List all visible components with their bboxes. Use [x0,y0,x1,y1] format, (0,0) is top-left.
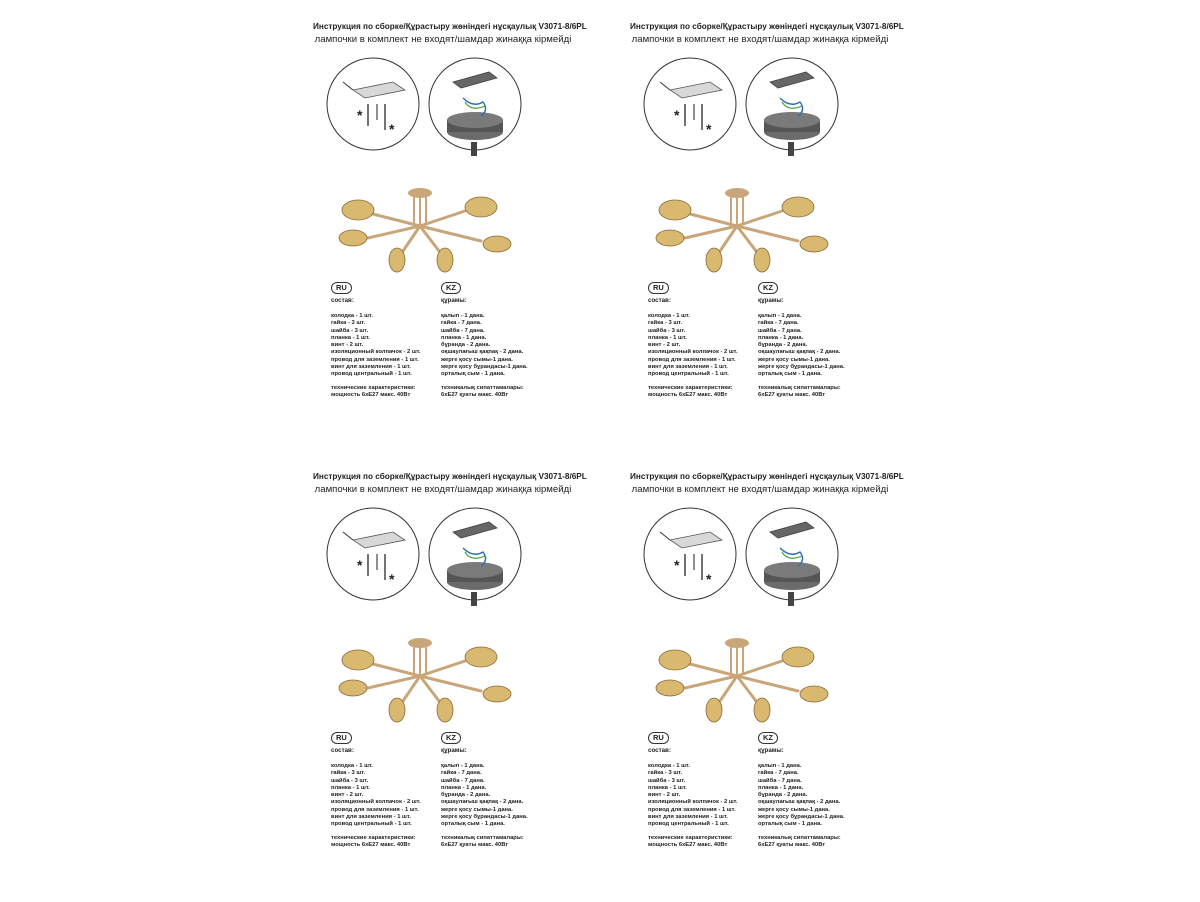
list-item: шайба - 3 шт. [648,327,686,334]
kz-tech-value: 6хE27 қуаты макс. 40Вт [441,841,509,848]
ru-section [648,282,738,399]
canopy-bracket [770,72,814,88]
list-item: планка - 1 шт. [648,784,687,791]
ru-tech-value: мощность 6хE27 макс. 40Вт [648,841,728,848]
list-item: жерге қосу бұрандасы-1 дана. [758,364,845,371]
panel-subtitle: лампочки в комплект не входят/шамдар жинаққа кірмейді [314,484,572,495]
list-item: орталық сым - 1 дана. [758,821,822,828]
panel-subtitle: лампочки в комплект не входят/шамдар жинаққа кірмейді [314,34,572,45]
chandelier [656,638,828,722]
list-item: жерге қосу сымы-1 дана. [758,356,830,363]
list-item: планка - 1 дана. [441,784,487,791]
canopy-stem [471,592,477,606]
list-item: провод центральный - 1 шт. [331,821,412,828]
kz-items [441,763,528,829]
list-item: шайба - 7 дана. [441,777,485,784]
kz-tech-value: 6хE27 қуаты макс. 40Вт [441,391,509,398]
ru-section [648,732,738,849]
ru-badge: RU [331,732,352,744]
list-item: колодка - 1 шт. [331,313,373,319]
panel-title: Инструкция по сборке/Құрастыру жөніндегі нұсқаулық V3071-8/6PL [630,22,904,31]
canopy-plate [764,112,820,128]
ru-section [331,282,421,399]
ru-tech-heading: технические характеристики: [331,384,416,391]
canopy-bracket [453,72,497,88]
list-item: изоляционный колпачок - 2 шт. [648,349,738,356]
list-item: шайба - 3 шт. [331,327,369,334]
list-item: оқшаулағыш қақпақ - 2 дана. [441,799,524,806]
list-item: бұранда - 2 дана. [758,342,808,349]
kz-tech-value: 6хE27 қуаты макс. 40Вт [758,841,826,848]
instruction-panel-top-left [313,22,587,452]
list-item: винт для заземления - 1 шт. [331,364,411,371]
list-item: гайка - 3 шт. [331,320,366,327]
list-item: бұранда - 2 дана. [441,792,491,799]
list-item: планка - 1 дана. [758,334,804,341]
list-item: жерге қосу сымы-1 дана. [441,356,513,363]
list-item: оқшаулағыш қақпақ - 2 дана. [758,349,841,356]
list-item: гайка - 7 дана. [758,320,799,327]
list-item: провод центральный - 1 шт. [648,371,729,378]
ru-tech-value: мощность 6хE27 макс. 40Вт [331,841,411,848]
list-item: гайка - 3 шт. [648,770,683,777]
instruction-panel-bottom-left [313,472,587,902]
canopy-plate [447,562,503,578]
star-mark: * [357,107,363,123]
kz-items [441,313,528,379]
mounting-bar [353,82,405,98]
list-item: шайба - 3 шт. [648,777,686,784]
list-item: жерге қосу бұрандасы-1 дана. [758,814,845,821]
list-item: жерге қосу бұрандасы-1 дана. [441,814,528,821]
assembly-diagram [313,496,573,731]
ru-items [331,763,421,829]
mounting-bar [670,532,722,548]
kz-tech-heading: техникалық сипаттамалары: [758,834,841,841]
list-item: жерге қосу бұрандасы-1 дана. [441,364,528,371]
list-item: винт - 2 шт. [331,342,364,349]
list-item: провод для заземления - 1 шт. [331,356,419,363]
mounting-bar [353,532,405,548]
ru-items [648,313,738,379]
screw [343,82,353,90]
star-mark: * [389,121,395,137]
list-item: бұранда - 2 дана. [758,792,808,799]
canopy-bracket [453,522,497,538]
mounting-bar-circle [644,508,736,600]
ru-heading: состав: [331,747,354,754]
list-item: планка - 1 дана. [441,334,487,341]
kz-section [441,282,528,399]
canopy-plate [447,112,503,128]
panel-title: Инструкция по сборке/Құрастыру жөніндегі нұсқаулық V3071-8/6PL [313,22,587,31]
list-item: гайка - 7 дана. [758,770,799,777]
instruction-panel-top-right [630,22,904,452]
list-item: шайба - 7 дана. [758,327,802,334]
ru-section [331,732,421,849]
list-item: изоляционный колпачок - 2 шт. [331,799,421,806]
list-item: жерге қосу сымы-1 дана. [441,806,513,813]
list-item: планка - 1 шт. [331,784,370,791]
list-item: винт - 2 шт. [331,792,364,799]
list-item: қалып - 1 дана. [441,763,485,769]
ru-heading: состав: [648,747,671,754]
ru-badge: RU [648,282,669,294]
ru-badge: RU [331,282,352,294]
kz-section [441,732,528,849]
list-item: винт для заземления - 1 шт. [331,814,411,821]
kz-badge: KZ [441,282,461,294]
list-item: провод центральный - 1 шт. [648,821,729,828]
kz-items [758,313,845,379]
panel-subtitle: лампочки в комплект не входят/шамдар жинаққа кірмейді [631,34,889,45]
list-item: гайка - 7 дана. [441,770,482,777]
list-item: провод для заземления - 1 шт. [648,806,736,813]
mounting-bar-circle [644,58,736,150]
list-item: планка - 1 шт. [331,334,370,341]
ru-heading: состав: [331,297,354,304]
ru-items [648,763,738,829]
list-item: провод для заземления - 1 шт. [331,806,419,813]
list-item: изоляционный колпачок - 2 шт. [648,799,738,806]
list-item: колодка - 1 шт. [648,763,690,769]
kz-heading: құрамы: [441,297,467,304]
kz-badge: KZ [758,732,778,744]
list-item: гайка - 7 дана. [441,320,482,327]
list-item: қалып - 1 дана. [441,313,485,319]
canopy-stem [788,592,794,606]
kz-heading: құрамы: [758,747,784,754]
kz-badge: KZ [758,282,778,294]
ru-tech-heading: технические характеристики: [648,384,733,391]
list-item: изоляционный колпачок - 2 шт. [331,349,421,356]
kz-tech-heading: техникалық сипаттамалары: [758,384,841,391]
list-item: орталық сым - 1 дана. [441,371,505,378]
mounting-bar-circle [327,58,419,150]
star-mark: * [674,107,680,123]
panel-subtitle: лампочки в комплект не входят/шамдар жинаққа кірмейді [631,484,889,495]
ru-tech-heading: технические характеристики: [648,834,733,841]
list-item: провод для заземления - 1 шт. [648,356,736,363]
screw [660,532,670,540]
mounting-bar [670,82,722,98]
star-mark: * [706,121,712,137]
list-item: бұранда - 2 дана. [441,342,491,349]
kz-badge: KZ [441,732,461,744]
list-item: шайба - 7 дана. [441,327,485,334]
list-item: колодка - 1 шт. [331,763,373,769]
star-mark: * [706,571,712,587]
list-item: планка - 1 шт. [648,334,687,341]
list-item: қалып - 1 дана. [758,763,802,769]
star-mark: * [389,571,395,587]
list-item: винт - 2 шт. [648,792,681,799]
instruction-panel-bottom-right [630,472,904,902]
list-item: шайба - 3 шт. [331,777,369,784]
ru-tech-value: мощность 6хE27 макс. 40Вт [331,391,411,398]
list-item: винт - 2 шт. [648,342,681,349]
ru-tech-value: мощность 6хE27 макс. 40Вт [648,391,728,398]
kz-heading: құрамы: [758,297,784,304]
list-item: жерге қосу сымы-1 дана. [758,806,830,813]
kz-section [758,732,845,849]
panel-title: Инструкция по сборке/Құрастыру жөніндегі нұсқаулық V3071-8/6PL [313,472,587,481]
list-item: орталық сым - 1 дана. [758,371,822,378]
chandelier [339,188,511,272]
kz-tech-value: 6хE27 қуаты макс. 40Вт [758,391,826,398]
kz-tech-heading: техникалық сипаттамалары: [441,834,524,841]
assembly-diagram [630,496,890,731]
panel-title: Инструкция по сборке/Құрастыру жөніндегі нұсқаулық V3071-8/6PL [630,472,904,481]
canopy-stem [471,142,477,156]
kz-tech-heading: техникалық сипаттамалары: [441,384,524,391]
star-mark: * [357,557,363,573]
kz-items [758,763,845,829]
kz-heading: құрамы: [441,747,467,754]
list-item: гайка - 3 шт. [331,770,366,777]
list-item: шайба - 7 дана. [758,777,802,784]
list-item: орталық сым - 1 дана. [441,821,505,828]
list-item: винт для заземления - 1 шт. [648,814,728,821]
screw [343,532,353,540]
list-item: оқшаулағыш қақпақ - 2 дана. [441,349,524,356]
ru-badge: RU [648,732,669,744]
canopy-bracket [770,522,814,538]
list-item: гайка - 3 шт. [648,320,683,327]
ru-tech-heading: технические характеристики: [331,834,416,841]
ru-heading: состав: [648,297,671,304]
list-item: қалып - 1 дана. [758,313,802,319]
assembly-diagram [630,46,890,281]
kz-section [758,282,845,399]
list-item: планка - 1 дана. [758,784,804,791]
chandelier [339,638,511,722]
canopy-plate [764,562,820,578]
mounting-bar-circle [327,508,419,600]
canopy-stem [788,142,794,156]
screw [660,82,670,90]
ru-items [331,313,421,379]
list-item: провод центральный - 1 шт. [331,371,412,378]
list-item: колодка - 1 шт. [648,313,690,319]
list-item: винт для заземления - 1 шт. [648,364,728,371]
assembly-diagram [313,46,573,281]
star-mark: * [674,557,680,573]
chandelier [656,188,828,272]
list-item: оқшаулағыш қақпақ - 2 дана. [758,799,841,806]
